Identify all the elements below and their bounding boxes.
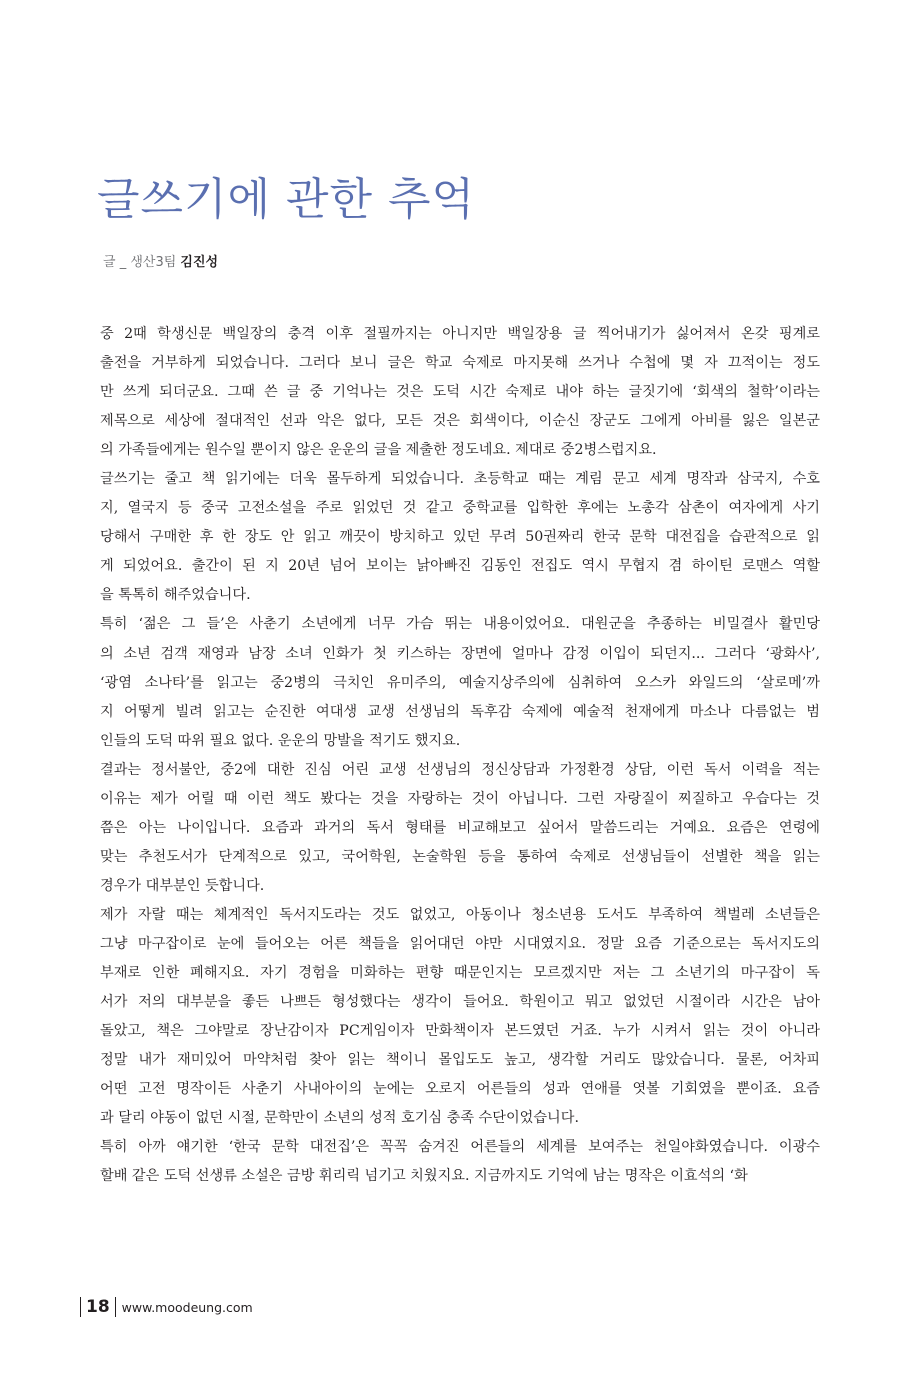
body-line: 서가 저의 대부분을 좋든 나쁘든 형성했다는 생각이 들어요. 학원이고 뭐고 없었던 시절이라 시간은 남아 — [100, 994, 820, 1011]
article-body — [100, 320, 820, 1191]
body-line: 제목으로 세상에 절대적인 선과 악은 없다, 모든 것은 회색이다, 이순신 장군도 그에게 아비를 잃은 일본군 — [100, 413, 820, 430]
author-name: 김진성 — [180, 255, 219, 270]
body-line: 지, 열국지 등 중국 고전소설을 주로 읽었던 것 같고 중학교를 입학한 후에는 노총각 삼촌이 여자에게 사기 — [100, 500, 820, 517]
body-line: 쯤은 아는 나이입니다. 요즘과 과거의 독서 형태를 비교해보고 싶어서 말씀드리는 거예요. 요즘은 연령에 — [100, 819, 820, 836]
body-line: 게 되었어요. 출간이 된 지 20년 넘어 보이는 낡아빠진 김동인 전집도 역시 무협지 겸 하이틴 로맨스 역할 — [100, 558, 820, 575]
article-title: 글쓰기에 관한 추억 — [97, 174, 476, 225]
body-line: 어떤 고전 명작이든 사춘기 사내아이의 눈에는 오로지 어른들의 성과 연애를 엿볼 기회였을 뿐이죠. 요즘 — [100, 1081, 820, 1098]
body-line: 제가 자랄 때는 체계적인 독서지도라는 것도 없었고, 아동이나 청소년용 도서도 부족하여 책벌레 소년들은 — [100, 906, 820, 923]
body-line: 의 가족들에게는 원수일 뿐이지 않은 운운의 글을 제출한 정도네요. 제대로 중2병스럽지요. — [100, 442, 657, 459]
body-line: 글쓰기는 줄고 책 읽기에는 더욱 몰두하게 되었습니다. 초등학교 때는 계림 문고 세계 명작과 삼국지, 수호 — [100, 471, 820, 488]
body-line: 특히 ‘젊은 그 들’은 사춘기 소년에게 너무 가슴 뛰는 내용이었어요. 대원군을 추종하는 비밀결사 활민당 — [100, 616, 820, 633]
body-line: 할배 같은 도덕 선생류 소설은 금방 휘리릭 넘기고 치웠지요. 지금까지도 기억에 남는 명작은 이효석의 ‘화 — [100, 1168, 748, 1185]
body-line: 지 어떻게 빌려 읽고는 순진한 여대생 교생 선생님의 독후감 숙제에 예술적 천재에게 마소나 다름없는 범 — [100, 703, 820, 720]
footer-divider-right — [115, 1297, 116, 1317]
body-line: 당해서 구매한 후 한 장도 안 읽고 깨끗이 방치하고 있던 무려 50권짜리 한국 문학 대전집을 습관적으로 읽 — [100, 529, 820, 546]
body-line: 특히 아까 얘기한 ‘한국 문학 대전집’은 꼭꼭 숨겨진 어른들의 세계를 보여주는 천일야화였습니다. 이광수 — [100, 1139, 820, 1156]
body-line: 부재로 인한 폐해지요. 자기 경험을 미화하는 편향 때문인지는 모르겠지만 저는 그 소년기의 마구잡이 독 — [100, 965, 820, 982]
body-line: 만 쓰게 되더군요. 그때 쓴 글 중 기억나는 것은 도덕 시간 숙제로 내야 하는 글짓기에 ‘회색의 철학’이라는 — [100, 384, 820, 401]
body-line: 정말 내가 재미있어 마약처럼 찾아 읽는 책이니 몰입도도 높고, 생각할 거리도 많았습니다. 물론, 어차피 — [100, 1052, 820, 1069]
byline-prefix: 글 _ 생산3팀 — [103, 255, 181, 270]
body-line: 경우가 대부분인 듯합니다. — [100, 877, 265, 894]
body-line: 중 2때 학생신문 백일장의 충격 이후 절필까지는 아니지만 백일장용 글 찍어내기가 싫어져서 온갖 핑계로 — [100, 326, 820, 342]
body-line: 을 톡톡히 해주었습니다. — [100, 587, 251, 604]
byline — [103, 253, 218, 273]
body-line: 돌았고, 책은 그야말로 장난감이자 PC게임이자 만화책이자 본드였던 거죠. 누가 시켜서 읽는 것이 아니라 — [100, 1023, 820, 1040]
page-number: 18 — [86, 1297, 110, 1317]
body-line: 과 달리 야동이 없던 시절, 문학만이 소년의 성적 호기심 충족 수단이었습니다. — [100, 1110, 579, 1127]
body-line: ‘광염 소나타’를 읽고는 중2병의 극치인 유미주의, 예술지상주의에 심취하여 오스카 와일드의 ‘살로메’까 — [100, 674, 820, 691]
footer-divider-left — [80, 1297, 81, 1317]
body-line: 의 소년 검객 재영과 남장 소녀 인화가 첫 키스하는 장면에 얼마나 감정 이입이 되던지... 그러다 ‘광화사’, — [100, 645, 820, 662]
body-line: 인들의 도덕 따위 필요 없다. 운운의 망발을 적기도 했지요. — [100, 732, 461, 749]
body-line: 그냥 마구잡이로 눈에 들어오는 어른 책들을 읽어대던 야만 시대였지요. 정말 요즘 기준으로는 독서지도의 — [100, 935, 820, 952]
body-line: 맞는 추천도서가 단계적으로 있고, 국어학원, 논술학원 등을 통하여 숙제로 선생님들이 선별한 책을 읽는 — [100, 848, 820, 865]
body-line: 출전을 거부하게 되었습니다. 그러다 보니 글은 학교 숙제로 마지못해 쓰거나 수첩에 몇 자 끄적이는 정도 — [100, 355, 820, 372]
page-footer — [80, 1296, 253, 1318]
body-line: 이유는 제가 어릴 때 이런 책도 봤다는 것을 자랑하는 것이 아닙니다. 그런 자랑질이 찌질하고 우습다는 것 — [100, 790, 820, 807]
body-line: 결과는 정서불안, 중2에 대한 진심 어린 교생 선생님의 정신상담과 가정환경 상담, 이런 독서 이력을 적는 — [100, 761, 820, 778]
website-url: www.moodeung.com — [121, 1299, 253, 1315]
